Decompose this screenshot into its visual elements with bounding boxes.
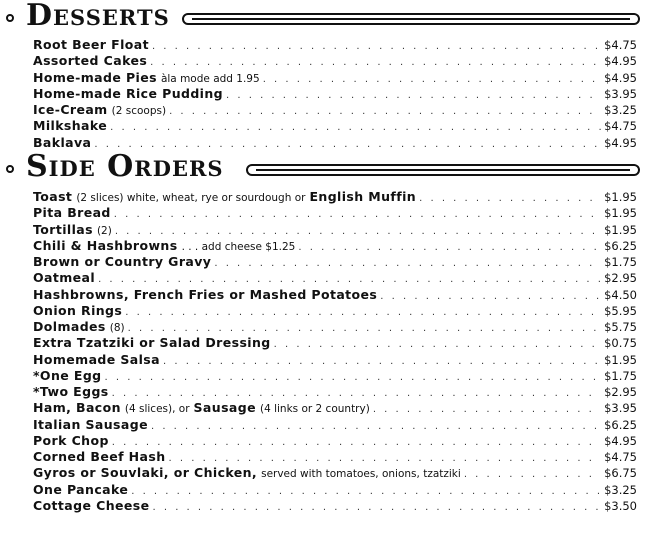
leader-dots [380,289,601,305]
menu-item [33,335,637,351]
item-name: Ham, Bacon [33,400,121,416]
bullet-icon [6,165,14,173]
item-name-extra: Sausage [193,400,256,416]
side-orders-title: Side Orders [26,149,224,184]
item-desc: served with tomatoes, onions, tzatziki [261,468,461,481]
item-price: $5.75 [604,320,637,334]
item-price: $4.95 [604,54,637,69]
leader-dots [115,224,601,240]
menu-item [33,205,637,221]
item-name: Tortillas [33,221,93,237]
menu-item [33,384,637,400]
item-desc: (8) [109,322,125,334]
item-price: $3.95 [604,86,637,101]
item-price: $6.75 [604,466,637,481]
item-price: $1.95 [604,352,637,367]
item-name: Home-made Rice Pudding [33,85,224,101]
leader-dots [150,55,601,71]
menu-item [33,70,637,86]
item-name: Oatmeal [33,270,96,286]
item-desc: (4 links or 2 country) [259,403,370,416]
menu-item [33,319,637,335]
leader-dots [110,120,601,136]
menu-item [33,118,637,134]
leader-dots [105,370,602,386]
item-name: Baklava [33,134,92,150]
item-name-extra: English Muffin [309,189,417,204]
menu-item [33,498,637,514]
item-name: Toast [33,189,73,204]
leader-dots [419,191,601,207]
item-price: $2.95 [604,271,637,286]
side-orders-header [6,149,646,185]
item-name: Gyros or Souvlaki, or Chicken, [33,465,258,481]
item-price: $6.25 [604,238,637,253]
leader-dots [114,207,601,223]
leader-dots [125,305,601,321]
bullet-icon [6,14,14,22]
item-price: $4.75 [604,450,637,464]
leader-dots [151,419,601,435]
side-orders-list [33,189,637,514]
menu-item [33,86,637,102]
item-name: Brown or Country Gravy [33,254,212,269]
leader-dots [214,256,601,272]
item-name: Milkshake [33,118,108,134]
item-name: Homemade Salsa [33,351,160,367]
menu-item [33,352,637,368]
menu-item [33,449,637,465]
item-price: $6.25 [604,417,637,432]
item-desc: àla mode add 1.95 [160,72,260,85]
item-name: Cottage Cheese [33,497,150,513]
decorative-rule [246,164,640,176]
item-price: $1.75 [604,368,637,383]
item-price: $1.95 [604,206,637,221]
leader-dots [169,104,601,120]
leader-dots [263,72,601,88]
item-name: Pita Bread [33,205,111,221]
item-name: *One Egg [33,367,102,383]
item-price: $1.75 [604,255,637,269]
item-name: Corned Beef Hash [33,449,166,464]
menu-item [33,270,637,286]
item-name: Home-made Pies [33,69,157,85]
item-name: Italian Sausage [33,416,148,432]
leader-dots [373,402,601,418]
item-price: $4.75 [604,119,637,134]
item-price: $2.95 [604,385,637,399]
leader-dots [131,484,601,500]
menu-item [33,189,637,205]
menu-item [33,37,637,53]
leader-dots [298,240,601,256]
desserts-list [33,37,637,151]
menu-item [33,482,637,498]
item-name: Dolmades [33,319,106,334]
leader-dots [112,435,601,451]
menu-item [33,303,637,319]
item-name: *Two Eggs [33,384,109,399]
menu-item [33,254,637,270]
menu-item [33,287,637,303]
item-desc: (2 scoops) [111,105,167,117]
leader-dots [464,467,601,483]
item-name: Assorted Cakes [33,53,148,69]
item-name: Chili & Hashbrowns [33,237,178,253]
leader-dots [274,337,601,353]
item-desc: (4 slices), or [124,403,190,416]
item-name: Hashbrowns, French Fries or Mashed Potatoes [33,286,378,302]
desserts-title: Desserts [26,0,170,33]
item-name: Extra Tzatziki or Salad Dressing [33,335,271,351]
menu-item [33,222,637,238]
menu-item [33,53,637,69]
leader-dots [112,386,601,402]
decorative-rule [182,13,640,25]
item-desc: (2) [96,224,112,237]
item-price: $4.75 [604,38,637,52]
item-price: $4.95 [604,70,637,85]
menu-item [33,368,637,384]
item-price: $3.95 [604,401,637,416]
item-name: Root Beer Float [33,37,149,52]
item-name: Ice-Cream [33,102,108,117]
item-desc: . . . add cheese $1.25 [181,240,296,253]
item-name: Pork Chop [33,432,109,448]
item-price: $1.95 [604,190,637,204]
leader-dots [226,88,601,104]
item-price: $3.25 [604,482,637,497]
menu-item [33,465,637,481]
item-price: $3.25 [604,103,637,117]
item-price: $1.95 [604,222,637,237]
leader-dots [152,39,601,55]
item-price: $3.50 [604,498,637,513]
menu-item [33,400,637,416]
menu-item [33,433,637,449]
item-desc: (2 slices) white, wheat, rye or sourdough or [76,192,306,204]
desserts-header [6,0,646,34]
leader-dots [152,500,601,516]
item-price: $5.95 [604,303,637,318]
menu-item [33,417,637,433]
item-name: Onion Rings [33,302,123,318]
item-price: $4.95 [604,135,637,150]
item-price: $0.75 [604,336,637,351]
item-name: One Pancake [33,481,129,497]
leader-dots [163,354,601,370]
item-price: $4.50 [604,287,637,302]
item-price: $4.95 [604,433,637,448]
menu-item [33,102,637,118]
menu-item [33,238,637,254]
